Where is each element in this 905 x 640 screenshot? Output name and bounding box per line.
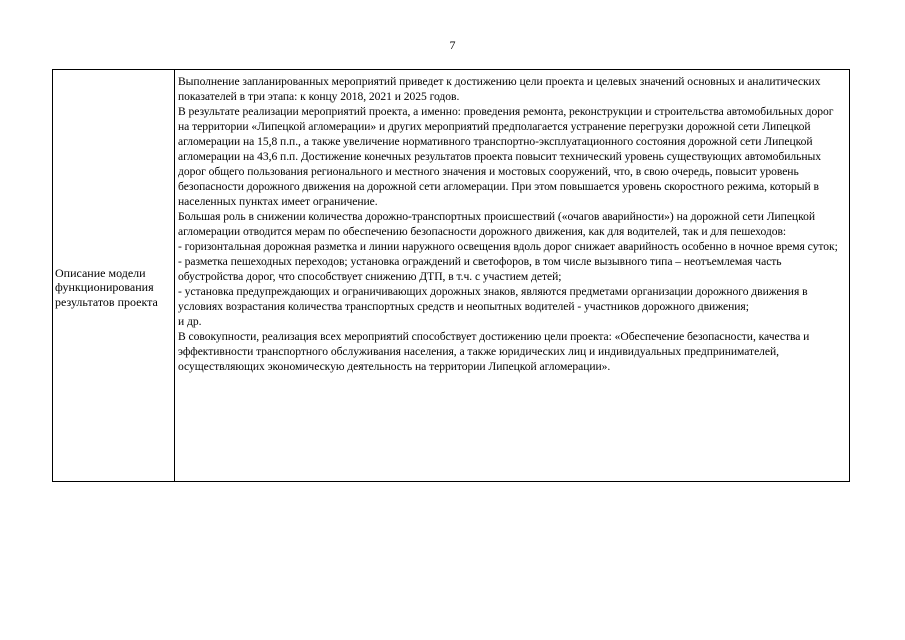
paragraph-safety-measures: Большая роль в снижении количества дорожно-транспортных происшествий («очагов аварийности») на дорожной сети Липецкой агломерации отводится мерам по обеспечению безопасности дорожного движения, как для водителей, так и для пешеходов: xyxy=(178,210,815,238)
row-label-cell xyxy=(53,70,175,482)
row-content-cell xyxy=(175,70,850,482)
project-description-table xyxy=(52,69,850,482)
paragraph-results: В результате реализации мероприятий проекта, а именно: проведения ремонта, реконструкции и строительства автомобильных дорог на территории «Липецкой агломерации» и других мероприятий предполагается устранение перегрузки дорожной сети Липецкой агломерации на 15,8 п.п., а также увеличение нормативного транспортно-эксплуатационного состояния дорожной сети Липецкой агломерации на 43,6 п.п. Достижение конечных результатов проекта повысит технический уровень существующих автомобильных дорог общего пользования регионального и местного значения и мостовых сооружений, что, в свою очередь, повысит уровень безопасности дорожного движения на дорожной сети агломерации. При этом повышается уровень скоростного режима, который в населенных пунктах имеет ограничение. xyxy=(178,105,834,208)
list-item-road-marking: - горизонтальная дорожная разметка и линии наружного освещения вдоль дорог снижает аварийность особенно в ночное время суток; xyxy=(178,240,838,253)
page-number: 7 xyxy=(449,38,456,52)
paragraph-goal: Выполнение запланированных мероприятий приведет к достижению цели проекта и целевых значений основных и аналитических показателей в три этапа: к концу 2018, 2021 и 2025 годов. xyxy=(178,75,821,103)
list-item-road-signs: - установка предупреждающих и ограничивающих дорожных знаков, являются предметами организации дорожного движения в условиях возрастания количества транспортных средств и неопытных водителей - участников дорожного движения; xyxy=(178,285,808,313)
list-item-etc: и др. xyxy=(178,315,202,328)
table-row xyxy=(53,70,850,482)
row-label: Описание модели функционирования результатов проекта xyxy=(55,265,158,309)
paragraph-conclusion: В совокупности, реализация всех мероприятий способствует достижению цели проекта: «Обеспечение безопасности, качества и эффективности транспортного обслуживания населения, а также юридических лиц и индивидуальных предпринимателей, осуществляющих экономическую деятельность на территории Липецкой агломерации». xyxy=(178,330,810,373)
list-item-pedestrian-crossings: - разметка пешеходных переходов; установка ограждений и светофоров, в том числе вызывного типа – неотъемлемая часть обустройства дорог, что способствует снижению ДТП, в т.ч. с участием детей; xyxy=(178,255,782,283)
row-content xyxy=(175,70,849,374)
